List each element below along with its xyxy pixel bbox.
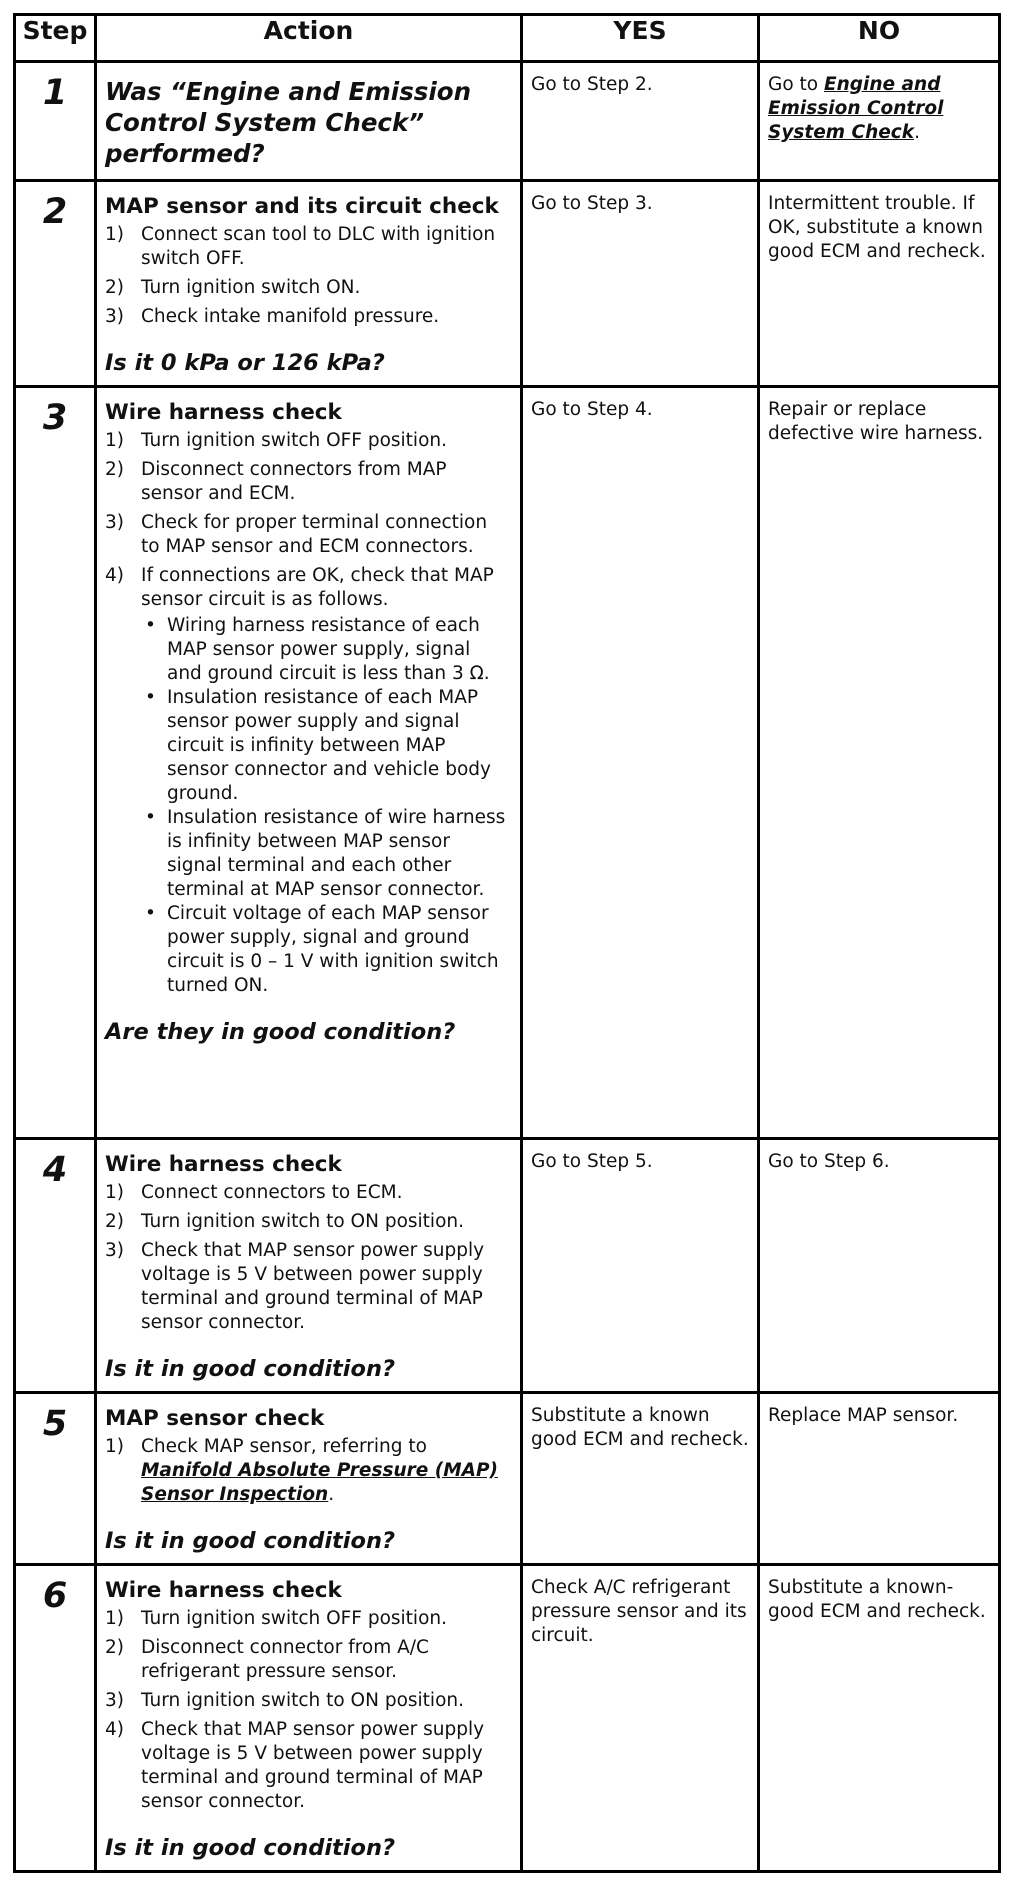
step-number-cell	[15, 1139, 96, 1393]
step-number: 1	[42, 73, 68, 113]
bullet-item: • Insulation resistance of wire harness is infinity between MAP sensor signal terminal and each other terminal at MAP sensor connector.	[141, 806, 510, 902]
action-title: MAP sensor and its circuit check	[105, 194, 499, 219]
step-number-cell	[15, 387, 96, 1139]
procedure-list	[105, 223, 510, 329]
header-yes: YES	[522, 15, 759, 62]
action-question: Was “Engine and Emission Control System Check” performed?	[105, 77, 472, 168]
header-action: Action	[96, 15, 522, 62]
action-cell	[96, 1565, 522, 1872]
no-cell: Substitute a known-good ECM and recheck.	[759, 1565, 1000, 1872]
yes-cell: Go to Step 5.	[522, 1139, 759, 1393]
list-item: 1) Connect scan tool to DLC with ignition switch OFF.	[105, 224, 496, 269]
step-number-cell	[15, 1393, 96, 1565]
condition-bullet-list	[141, 614, 510, 998]
list-item: 2) Turn ignition switch ON.	[105, 277, 361, 298]
engine-emission-check-link[interactable]: Engine and Emission Control System Check	[768, 74, 944, 143]
table-row-step-4	[15, 1139, 1000, 1393]
bullet-item: • Circuit voltage of each MAP sensor power supply, signal and ground circuit is 0 – 1 V with ignition switch turned ON.	[141, 902, 510, 998]
yes-cell: Go to Step 4.	[522, 387, 759, 1139]
list-item: 3) Check that MAP sensor power supply voltage is 5 V between power supply terminal and ground terminal of MAP sensor connector.	[105, 1240, 485, 1333]
no-cell	[759, 62, 1000, 181]
yes-cell: Go to Step 2.	[522, 62, 759, 181]
list-item: 4) If connections are OK, check that MAP sensor circuit is as follows. • Wiring harness resistance of each MAP sensor power supply, signal and ground circuit is less than 3 Ω. • Insulation resistance of each MAP sensor power supply and signal circuit is infinity between MAP sensor connector and vehicle body ground. • Insulation resistance of wire harness is infinity between MAP sensor signal terminal and each other terminal at MAP sensor connector. • Circuit voltage of each MAP sensor power supply, signal and ground circuit is 0 – 1 V with ignition switch turned ON.	[105, 564, 510, 998]
no-cell: Repair or replace defective wire harness.	[759, 387, 1000, 1139]
action-question: Is it in good condition?	[105, 1356, 396, 1382]
action-question: Is it 0 kPa or 126 kPa?	[105, 350, 385, 376]
action-cell	[96, 62, 522, 181]
procedure-list	[105, 1607, 510, 1814]
list-item: 3) Check intake manifold pressure.	[105, 306, 440, 327]
action-title: Wire harness check	[105, 1152, 342, 1177]
action-question: Are they in good condition?	[105, 1019, 456, 1045]
action-title: MAP sensor check	[105, 1406, 325, 1431]
no-cell: Go to Step 6.	[759, 1139, 1000, 1393]
list-item: 3) Check for proper terminal connection to MAP sensor and ECM connectors.	[105, 512, 488, 557]
step-number: 4	[42, 1150, 68, 1190]
no-cell: Intermittent trouble. If OK, substitute a known good ECM and recheck.	[759, 181, 1000, 387]
table-header-row	[15, 15, 1000, 62]
action-cell	[96, 1139, 522, 1393]
yes-cell: Go to Step 3.	[522, 181, 759, 387]
action-question: Is it in good condition?	[105, 1528, 396, 1554]
table-row-step-5	[15, 1393, 1000, 1565]
list-item: 4) Check that MAP sensor power supply voltage is 5 V between power supply terminal and ground terminal of MAP sensor connector.	[105, 1719, 485, 1812]
list-item: 1) Connect connectors to ECM.	[105, 1182, 403, 1203]
procedure-list	[105, 1181, 510, 1335]
step-number: 2	[42, 192, 68, 232]
table-row-step-6	[15, 1565, 1000, 1872]
list-item: 2) Disconnect connector from A/C refrigerant pressure sensor.	[105, 1637, 429, 1682]
action-question: Is it in good condition?	[105, 1835, 396, 1861]
table-row-step-3	[15, 387, 1000, 1139]
action-title: Wire harness check	[105, 1578, 342, 1603]
bullet-item: • Wiring harness resistance of each MAP sensor power supply, signal and ground circuit is less than 3 Ω.	[141, 614, 510, 686]
procedure-list	[105, 1435, 510, 1507]
table-row-step-2	[15, 181, 1000, 387]
bullet-item: • Insulation resistance of each MAP sensor power supply and signal circuit is infinity between MAP sensor connector and vehicle body ground.	[141, 686, 510, 806]
action-title: Wire harness check	[105, 400, 342, 425]
list-item: 2) Disconnect connectors from MAP sensor and ECM.	[105, 459, 447, 504]
yes-cell: Substitute a known good ECM and recheck.	[522, 1393, 759, 1565]
no-cell: Replace MAP sensor.	[759, 1393, 1000, 1565]
no-prefix: Go to	[768, 74, 824, 95]
map-sensor-inspection-link[interactable]: Manifold Absolute Pressure (MAP) Sensor Inspection	[141, 1460, 498, 1505]
list-item: 1) Turn ignition switch OFF position.	[105, 1608, 447, 1629]
action-cell	[96, 387, 522, 1139]
list-item: 1) Check MAP sensor, referring to Manifold Absolute Pressure (MAP) Sensor Inspection.	[105, 1436, 498, 1505]
step-number: 5	[42, 1404, 68, 1444]
action-cell	[96, 181, 522, 387]
step-number: 3	[42, 398, 68, 438]
list-item: 3) Turn ignition switch to ON position.	[105, 1690, 465, 1711]
step-number-cell	[15, 181, 96, 387]
step-number-cell	[15, 62, 96, 181]
list-item: 1) Turn ignition switch OFF position.	[105, 430, 447, 451]
header-step: Step	[15, 15, 96, 62]
list-item: 2) Turn ignition switch to ON position.	[105, 1211, 465, 1232]
step-number-cell	[15, 1565, 96, 1872]
no-suffix: .	[914, 122, 920, 143]
diagnostic-table	[13, 13, 1001, 1873]
step-number: 6	[42, 1576, 68, 1616]
procedure-list	[105, 429, 510, 998]
yes-cell: Check A/C refrigerant pressure sensor and its circuit.	[522, 1565, 759, 1872]
action-cell	[96, 1393, 522, 1565]
header-no: NO	[759, 15, 1000, 62]
table-row-step-1	[15, 62, 1000, 181]
